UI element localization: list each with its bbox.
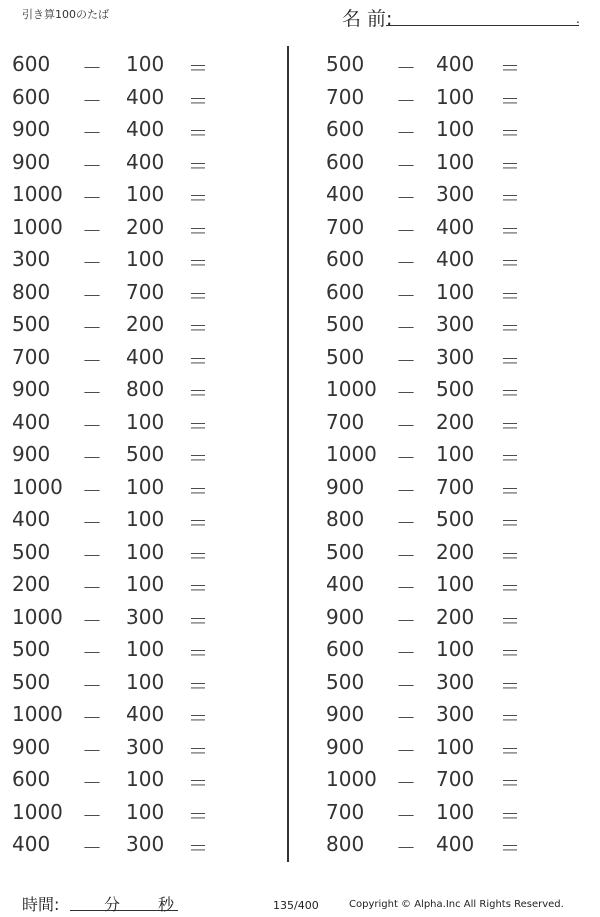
subtrahend: 100 [126, 507, 165, 531]
subtrahend: 400 [126, 84, 165, 109]
equals-sign: ＝ [188, 121, 208, 145]
equals-sign: ＝ [500, 608, 520, 633]
minus-sign: － [396, 381, 416, 405]
equals-sign: ＝ [500, 836, 520, 860]
minus-sign: － [396, 608, 416, 633]
minuend: 500 [326, 539, 365, 564]
equals-sign: ＝ [188, 673, 208, 698]
minuend: 1000 [12, 702, 63, 726]
equals-sign: ＝ [500, 218, 520, 243]
equals-sign: ＝ [188, 56, 208, 80]
equals-sign: ＝ [188, 803, 208, 828]
minus-sign: － [82, 56, 102, 80]
equals-sign: ＝ [188, 446, 208, 470]
minuend: 200 [12, 572, 51, 596]
equals-sign: ＝ [188, 283, 208, 308]
minuend: 900 [326, 734, 365, 759]
page-number: 135/400 [273, 899, 319, 912]
subtrahend: 100 [436, 442, 475, 466]
subtrahend: 100 [126, 767, 165, 791]
minus-sign: － [396, 771, 416, 795]
equals-sign: ＝ [500, 446, 520, 470]
minuend: 500 [12, 312, 51, 336]
equals-sign: ＝ [500, 478, 520, 503]
subtrahend: 100 [126, 572, 165, 596]
subtrahend: 100 [126, 799, 165, 824]
equals-sign: ＝ [188, 706, 208, 730]
name-label: 名 前: [342, 8, 393, 30]
subtrahend: 100 [126, 247, 165, 271]
subtrahend: 100 [126, 52, 165, 76]
minuend: 1000 [12, 604, 63, 629]
minuend: 1000 [12, 182, 63, 206]
subtrahend: 400 [436, 247, 475, 271]
minuend: 1000 [12, 214, 63, 239]
minus-sign: － [396, 186, 416, 210]
column-divider [287, 46, 289, 862]
subtrahend: 100 [436, 572, 475, 596]
equals-sign: ＝ [500, 771, 520, 795]
minus-sign: － [396, 251, 416, 275]
equals-sign: ＝ [500, 283, 520, 308]
worksheet-title: 引き算100のたば [22, 8, 109, 21]
equals-sign: ＝ [188, 153, 208, 178]
minus-sign: － [82, 251, 102, 275]
equals-sign: ＝ [500, 576, 520, 600]
equals-sign: ＝ [500, 641, 520, 665]
minus-sign: － [82, 511, 102, 535]
minuend: 600 [326, 149, 365, 174]
minus-sign: － [82, 381, 102, 405]
subtrahend: 500 [436, 507, 475, 531]
minuend: 800 [326, 507, 365, 531]
subtrahend: 200 [126, 214, 165, 239]
equals-sign: ＝ [188, 478, 208, 503]
minus-sign: － [396, 316, 416, 340]
minus-sign: － [82, 446, 102, 470]
minuend: 600 [12, 84, 51, 109]
equals-sign: ＝ [188, 381, 208, 405]
minuend: 600 [326, 637, 365, 661]
minuend: 500 [326, 52, 365, 76]
minus-sign: － [82, 608, 102, 633]
equals-sign: ＝ [500, 543, 520, 568]
minus-sign: － [396, 218, 416, 243]
minus-sign: － [82, 478, 102, 503]
minutes-label: 分 [104, 895, 121, 914]
name-field-dot: . [576, 12, 580, 26]
subtrahend: 100 [126, 409, 165, 434]
minuend: 700 [326, 84, 365, 109]
subtrahend: 400 [126, 702, 165, 726]
equals-sign: ＝ [500, 511, 520, 535]
equals-sign: ＝ [500, 381, 520, 405]
minus-sign: － [82, 316, 102, 340]
minus-sign: － [82, 283, 102, 308]
minuend: 1000 [12, 474, 63, 499]
subtrahend: 500 [126, 442, 165, 466]
minus-sign: － [82, 706, 102, 730]
minus-sign: － [396, 88, 416, 113]
minuend: 400 [326, 182, 365, 206]
name-field-line[interactable] [386, 25, 579, 26]
minus-sign: － [82, 836, 102, 860]
subtrahend: 100 [436, 84, 475, 109]
minus-sign: － [396, 836, 416, 860]
subtrahend: 400 [436, 52, 475, 76]
subtrahend: 300 [436, 702, 475, 726]
subtrahend: 100 [436, 734, 475, 759]
minuend: 300 [12, 247, 51, 271]
time-label: 時間: [22, 895, 60, 914]
minuend: 600 [12, 767, 51, 791]
minus-sign: － [82, 153, 102, 178]
minuend: 900 [12, 734, 51, 759]
subtrahend: 500 [436, 377, 475, 401]
equals-sign: ＝ [500, 348, 520, 373]
subtrahend: 100 [126, 637, 165, 661]
subtrahend: 700 [436, 474, 475, 499]
minus-sign: － [82, 218, 102, 243]
minuend: 600 [326, 117, 365, 141]
minuend: 400 [12, 507, 51, 531]
minuend: 800 [326, 832, 365, 856]
minus-sign: － [82, 673, 102, 698]
minus-sign: － [396, 706, 416, 730]
minus-sign: － [396, 413, 416, 438]
minus-sign: － [396, 511, 416, 535]
subtrahend: 100 [436, 279, 475, 304]
subtrahend: 400 [126, 149, 165, 174]
minuend: 400 [12, 832, 51, 856]
minuend: 400 [12, 409, 51, 434]
minuend: 700 [326, 409, 365, 434]
minus-sign: － [82, 413, 102, 438]
equals-sign: ＝ [188, 608, 208, 633]
minus-sign: － [396, 348, 416, 373]
equals-sign: ＝ [500, 706, 520, 730]
equals-sign: ＝ [188, 543, 208, 568]
minus-sign: － [396, 446, 416, 470]
equals-sign: ＝ [500, 413, 520, 438]
subtrahend: 300 [126, 604, 165, 629]
minuend: 700 [326, 799, 365, 824]
minuend: 500 [12, 669, 51, 694]
subtrahend: 700 [126, 279, 165, 304]
subtrahend: 400 [126, 344, 165, 369]
minuend: 700 [326, 214, 365, 239]
equals-sign: ＝ [188, 251, 208, 275]
equals-sign: ＝ [188, 348, 208, 373]
subtrahend: 300 [436, 669, 475, 694]
minus-sign: － [396, 673, 416, 698]
minuend: 1000 [326, 767, 377, 791]
subtrahend: 100 [126, 669, 165, 694]
subtrahend: 100 [126, 182, 165, 206]
minuend: 900 [326, 702, 365, 726]
subtrahend: 100 [126, 474, 165, 499]
minuend: 500 [12, 637, 51, 661]
minus-sign: － [396, 576, 416, 600]
minuend: 900 [12, 117, 51, 141]
subtrahend: 200 [126, 312, 165, 336]
equals-sign: ＝ [500, 316, 520, 340]
minuend: 600 [326, 279, 365, 304]
minus-sign: － [82, 803, 102, 828]
minus-sign: － [396, 121, 416, 145]
minuend: 700 [12, 344, 51, 369]
equals-sign: ＝ [188, 738, 208, 763]
minuend: 600 [12, 52, 51, 76]
minuend: 600 [326, 247, 365, 271]
minus-sign: － [396, 738, 416, 763]
minus-sign: － [396, 283, 416, 308]
minuend: 400 [326, 572, 365, 596]
subtrahend: 100 [436, 799, 475, 824]
seconds-label: 秒 [158, 895, 175, 914]
minuend: 1000 [12, 799, 63, 824]
minus-sign: － [82, 771, 102, 795]
minuend: 800 [12, 279, 51, 304]
equals-sign: ＝ [500, 186, 520, 210]
minus-sign: － [82, 641, 102, 665]
subtrahend: 400 [436, 214, 475, 239]
copyright-notice: Copyright © Alpha.Inc All Rights Reserved. [349, 899, 564, 910]
minus-sign: － [82, 543, 102, 568]
minus-sign: － [82, 738, 102, 763]
minus-sign: － [396, 803, 416, 828]
minus-sign: － [396, 641, 416, 665]
equals-sign: ＝ [500, 88, 520, 113]
subtrahend: 300 [436, 344, 475, 369]
subtrahend: 100 [436, 149, 475, 174]
minuend: 1000 [326, 377, 377, 401]
equals-sign: ＝ [188, 641, 208, 665]
minuend: 900 [326, 474, 365, 499]
minus-sign: － [82, 186, 102, 210]
equals-sign: ＝ [188, 316, 208, 340]
minus-sign: － [396, 478, 416, 503]
equals-sign: ＝ [500, 738, 520, 763]
subtrahend: 200 [436, 604, 475, 629]
equals-sign: ＝ [188, 576, 208, 600]
subtrahend: 700 [436, 767, 475, 791]
equals-sign: ＝ [188, 413, 208, 438]
equals-sign: ＝ [500, 673, 520, 698]
minus-sign: － [396, 153, 416, 178]
minuend: 900 [12, 442, 51, 466]
equals-sign: ＝ [188, 511, 208, 535]
minuend: 500 [326, 312, 365, 336]
equals-sign: ＝ [188, 186, 208, 210]
minus-sign: － [82, 348, 102, 373]
subtrahend: 200 [436, 409, 475, 434]
minuend: 900 [326, 604, 365, 629]
minuend: 500 [326, 669, 365, 694]
subtrahend: 100 [436, 637, 475, 661]
equals-sign: ＝ [188, 771, 208, 795]
equals-sign: ＝ [188, 88, 208, 113]
subtrahend: 100 [436, 117, 475, 141]
subtrahend: 300 [436, 312, 475, 336]
minuend: 500 [326, 344, 365, 369]
minuend: 1000 [326, 442, 377, 466]
minuend: 500 [12, 539, 51, 564]
equals-sign: ＝ [500, 251, 520, 275]
subtrahend: 300 [126, 734, 165, 759]
minuend: 900 [12, 149, 51, 174]
subtrahend: 400 [126, 117, 165, 141]
equals-sign: ＝ [188, 218, 208, 243]
subtrahend: 200 [436, 539, 475, 564]
subtrahend: 800 [126, 377, 165, 401]
equals-sign: ＝ [500, 803, 520, 828]
minuend: 900 [12, 377, 51, 401]
minus-sign: － [82, 121, 102, 145]
minus-sign: － [82, 576, 102, 600]
equals-sign: ＝ [500, 56, 520, 80]
minus-sign: － [396, 543, 416, 568]
subtrahend: 100 [126, 539, 165, 564]
subtrahend: 300 [436, 182, 475, 206]
minus-sign: － [396, 56, 416, 80]
equals-sign: ＝ [188, 836, 208, 860]
equals-sign: ＝ [500, 121, 520, 145]
subtrahend: 300 [126, 832, 165, 856]
equals-sign: ＝ [500, 153, 520, 178]
minus-sign: － [82, 88, 102, 113]
subtrahend: 400 [436, 832, 475, 856]
